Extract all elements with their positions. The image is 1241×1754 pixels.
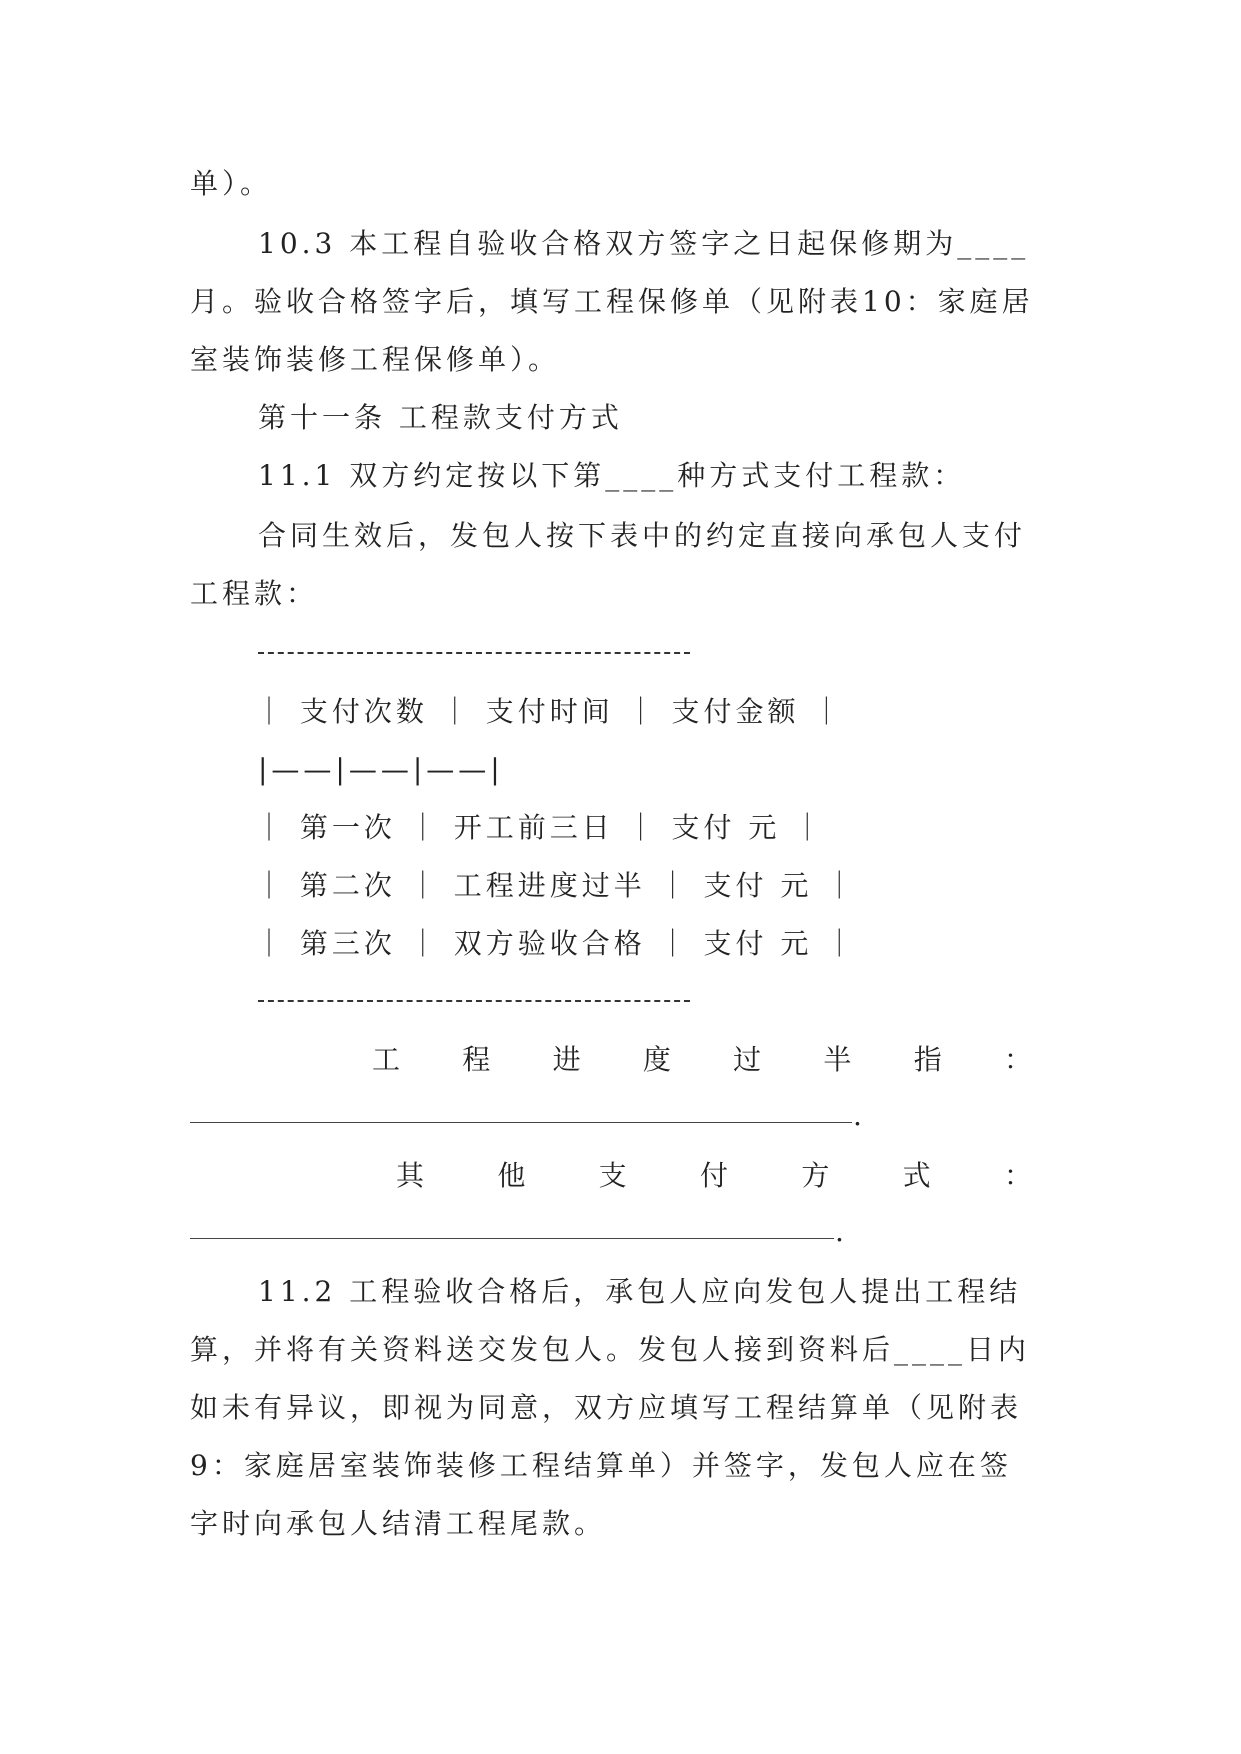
char: ： [1003, 1159, 1032, 1192]
text-line: 月。验收合格签字后，填写工程保修单（见附表10：家庭居 [190, 285, 1034, 318]
progress-definition-label [372, 1040, 1032, 1080]
text-line: 合同生效后，发包人按下表中的约定直接向承包人支付 [258, 519, 1027, 552]
text-line: 算，并将有关资料送交发包人。发包人接到资料后____日内 [190, 1333, 1031, 1366]
table-separator-row: |——|——|——| [258, 753, 504, 786]
text-line: 单）。 [190, 167, 273, 200]
char: 程 [462, 1043, 491, 1076]
char: 工 [372, 1043, 401, 1076]
table-row: ｜ 第一次 ｜ 开工前三日 ｜ 支付 元 ｜ [255, 811, 826, 844]
text-line: 10.3 本工程自验收合格双方签字之日起保修期为____ [258, 227, 1030, 260]
table-row: ｜ 第二次 ｜ 工程进度过半 ｜ 支付 元 ｜ [255, 869, 858, 902]
char: 式 [902, 1159, 931, 1192]
table-rule-top [258, 652, 690, 654]
text-line: 9：家庭居室装饰装修工程结算单）并签字，发包人应在签 [190, 1449, 1012, 1482]
text-line: 11.2 工程验收合格后，承包人应向发包人提出工程结 [258, 1275, 1022, 1308]
char: 指 [913, 1043, 942, 1076]
text-line: 室装饰装修工程保修单）。 [190, 343, 561, 376]
progress-definition-blank [190, 1122, 852, 1123]
char: ： [1003, 1043, 1032, 1076]
char: 他 [497, 1159, 526, 1192]
char: 付 [699, 1159, 728, 1192]
other-payment-method-label [396, 1156, 1032, 1196]
text-line: 工程款： [190, 577, 319, 610]
table-row: ｜ 第三次 ｜ 双方验收合格 ｜ 支付 元 ｜ [255, 927, 858, 960]
char: 方 [801, 1159, 830, 1192]
period: . [853, 1099, 862, 1132]
section-heading: 第十一条 工程款支付方式 [258, 401, 623, 434]
char: 半 [823, 1043, 852, 1076]
char: 其 [396, 1159, 425, 1192]
char: 过 [733, 1043, 762, 1076]
char: 度 [642, 1043, 671, 1076]
period: . [835, 1215, 844, 1248]
other-payment-method-blank [190, 1238, 834, 1239]
table-header-row: ｜ 支付次数 ｜ 支付时间 ｜ 支付金额 ｜ [255, 695, 845, 728]
char: 支 [598, 1159, 627, 1192]
table-rule-bottom [258, 1000, 690, 1002]
text-line: 11.1 双方约定按以下第____种方式支付工程款： [258, 459, 966, 492]
char: 进 [552, 1043, 581, 1076]
text-line: 字时向承包人结清工程尾款。 [190, 1507, 607, 1540]
text-line: 如未有异议，即视为同意，双方应填写工程结算单（见附表 [190, 1391, 1023, 1424]
